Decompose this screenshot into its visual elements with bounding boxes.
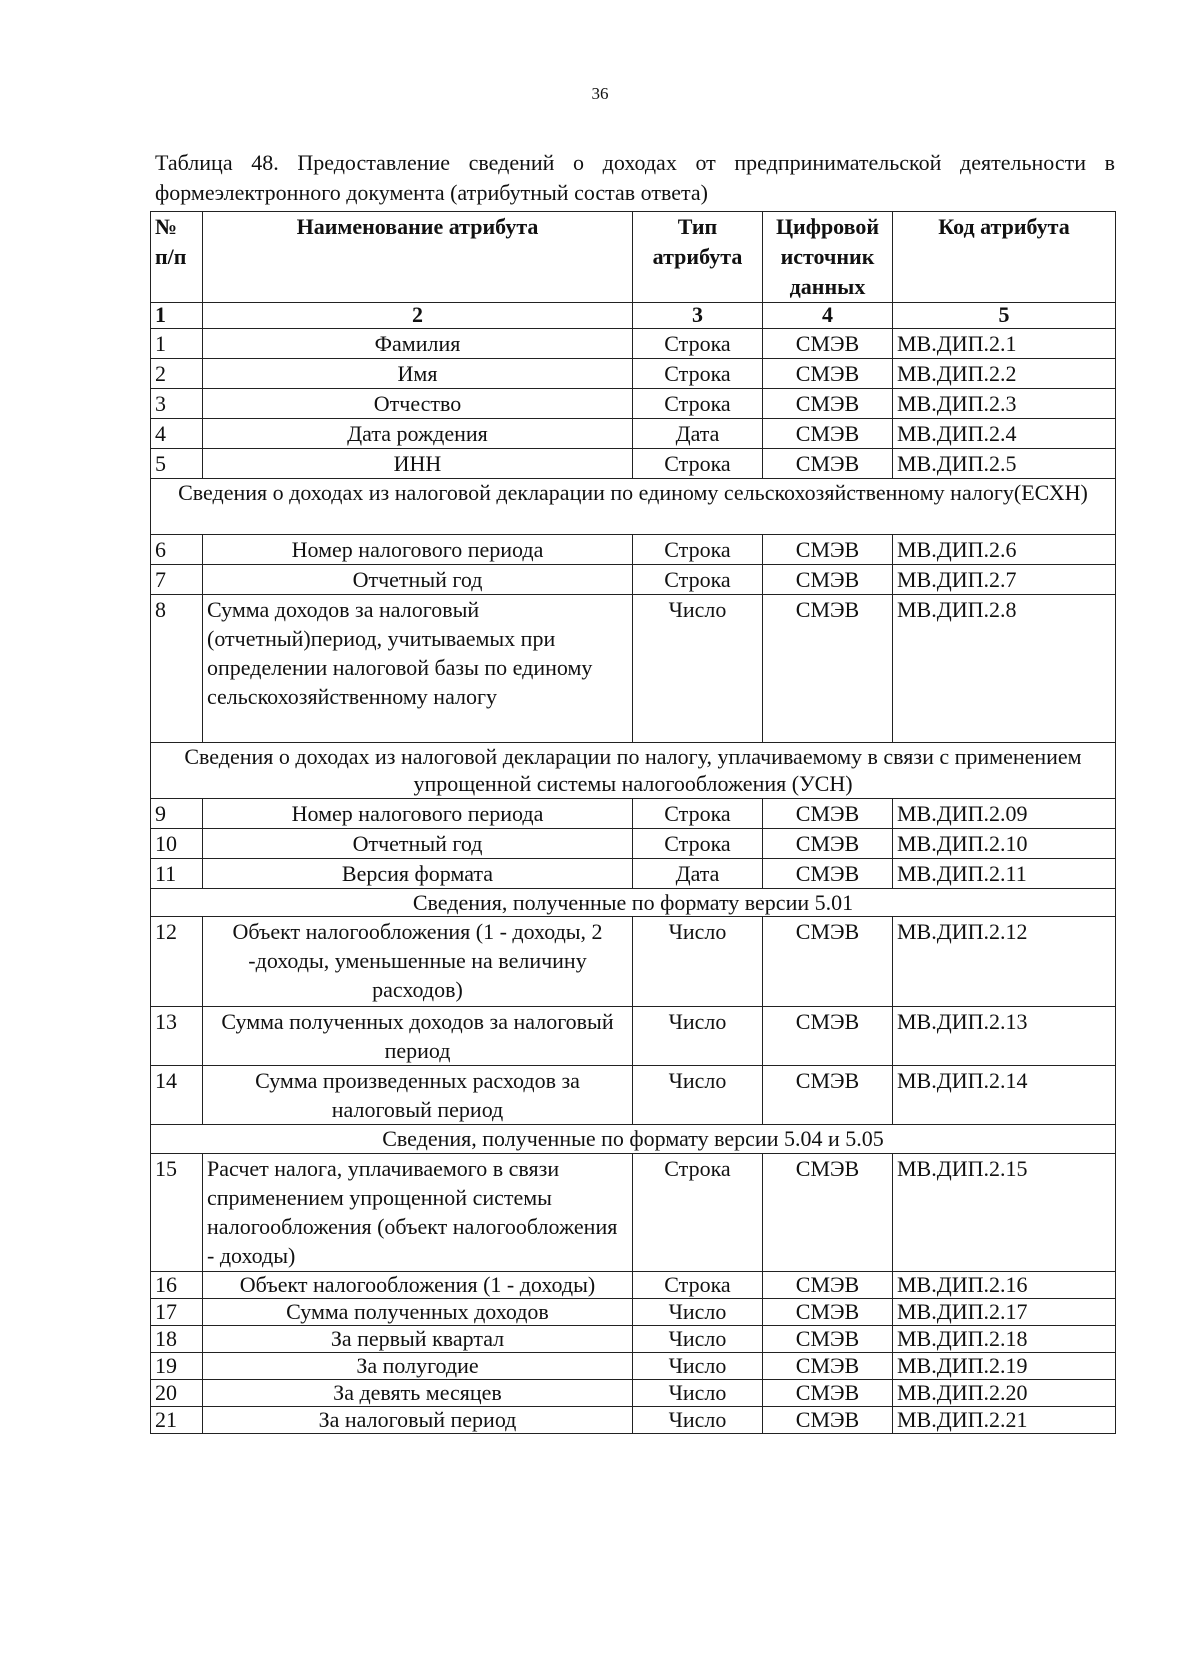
data-source: СМЭВ (763, 1326, 893, 1353)
row-number: 17 (151, 1299, 203, 1326)
row-number: 18 (151, 1326, 203, 1353)
attribute-name: Сумма полученных доходов (203, 1299, 633, 1326)
row-number: 14 (151, 1066, 203, 1125)
data-source: СМЭВ (763, 1380, 893, 1407)
row-number: 9 (151, 799, 203, 829)
row-number: 19 (151, 1353, 203, 1380)
attribute-code: МВ.ДИП.2.17 (893, 1299, 1116, 1326)
data-source: СМЭВ (763, 859, 893, 889)
header-row (151, 212, 1116, 303)
attribute-name: Расчет налога, уплачиваемого в связи сприменением упрощенной системы налогообложения (объект налогообложения - доходы) (203, 1154, 633, 1272)
attribute-code: МВ.ДИП.2.20 (893, 1380, 1116, 1407)
attribute-name: Отчество (203, 389, 633, 419)
attribute-name: Объект налогообложения (1 - доходы, 2 -доходы, уменьшенные на величину расходов) (203, 917, 633, 1007)
row-number: 10 (151, 829, 203, 859)
attribute-type: Число (633, 1066, 763, 1125)
attribute-type: Число (633, 595, 763, 743)
row-number: 16 (151, 1272, 203, 1299)
table-body (151, 329, 1116, 1434)
header-code: Код атрибута (893, 212, 1116, 303)
row-number: 2 (151, 359, 203, 389)
section-row (151, 889, 1116, 917)
data-source: СМЭВ (763, 329, 893, 359)
attribute-type: Дата (633, 859, 763, 889)
attribute-type: Строка (633, 799, 763, 829)
attribute-name: Дата рождения (203, 419, 633, 449)
attribute-code: МВ.ДИП.2.4 (893, 419, 1116, 449)
table-row (151, 1154, 1116, 1272)
attribute-code: МВ.ДИП.2.2 (893, 359, 1116, 389)
row-number: 15 (151, 1154, 203, 1272)
page-number: 36 (591, 84, 609, 103)
table-row (151, 829, 1116, 859)
header-source: Цифровой источник данных (763, 212, 893, 303)
attribute-name: Версия формата (203, 859, 633, 889)
attribute-type: Строка (633, 1272, 763, 1299)
attribute-type: Число (633, 1326, 763, 1353)
attribute-name: Номер налогового периода (203, 535, 633, 565)
attribute-type: Строка (633, 535, 763, 565)
attribute-type: Строка (633, 449, 763, 479)
table-row (151, 1407, 1116, 1434)
data-source: СМЭВ (763, 917, 893, 1007)
attribute-code: МВ.ДИП.2.16 (893, 1272, 1116, 1299)
data-source: СМЭВ (763, 1407, 893, 1434)
attribute-code: МВ.ДИП.2.1 (893, 329, 1116, 359)
attribute-type: Число (633, 917, 763, 1007)
row-number: 20 (151, 1380, 203, 1407)
attribute-name: Отчетный год (203, 565, 633, 595)
attribute-code: МВ.ДИП.2.13 (893, 1007, 1116, 1066)
table-row (151, 419, 1116, 449)
table-row (151, 389, 1116, 419)
table-header (151, 212, 1116, 329)
row-number: 4 (151, 419, 203, 449)
table-row (151, 595, 1116, 743)
column-number: 2 (203, 303, 633, 329)
data-source: СМЭВ (763, 829, 893, 859)
attribute-code: МВ.ДИП.2.21 (893, 1407, 1116, 1434)
data-source: СМЭВ (763, 389, 893, 419)
row-number: 8 (151, 595, 203, 743)
attribute-code: МВ.ДИП.2.15 (893, 1154, 1116, 1272)
attribute-name: Объект налогообложения (1 - доходы) (203, 1272, 633, 1299)
data-source: СМЭВ (763, 449, 893, 479)
table-row (151, 917, 1116, 1007)
data-source: СМЭВ (763, 1272, 893, 1299)
table-row (151, 535, 1116, 565)
attribute-type: Число (633, 1299, 763, 1326)
data-source: СМЭВ (763, 1066, 893, 1125)
data-source: СМЭВ (763, 1299, 893, 1326)
row-number: 12 (151, 917, 203, 1007)
header-num: № п/п (151, 212, 203, 303)
attribute-type: Число (633, 1407, 763, 1434)
table-row (151, 565, 1116, 595)
row-number: 7 (151, 565, 203, 595)
table-row (151, 859, 1116, 889)
section-title: Сведения, полученные по формату версии 5.04 и 5.05 (151, 1125, 1116, 1154)
table-row (151, 1326, 1116, 1353)
attribute-code: МВ.ДИП.2.8 (893, 595, 1116, 743)
row-number: 5 (151, 449, 203, 479)
column-number: 3 (633, 303, 763, 329)
table-row (151, 1066, 1116, 1125)
attribute-code: МВ.ДИП.2.12 (893, 917, 1116, 1007)
attribute-code: МВ.ДИП.2.19 (893, 1353, 1116, 1380)
column-number: 5 (893, 303, 1116, 329)
attribute-code: МВ.ДИП.2.11 (893, 859, 1116, 889)
table-row (151, 449, 1116, 479)
data-source: СМЭВ (763, 535, 893, 565)
data-source: СМЭВ (763, 419, 893, 449)
attribute-type: Строка (633, 389, 763, 419)
attribute-name: За первый квартал (203, 1326, 633, 1353)
section-row (151, 743, 1116, 799)
attribute-name: Фамилия (203, 329, 633, 359)
table-row (151, 329, 1116, 359)
table-row (151, 799, 1116, 829)
attribute-name: Номер налогового периода (203, 799, 633, 829)
attribute-type: Строка (633, 329, 763, 359)
column-number: 1 (151, 303, 203, 329)
section-row (151, 1125, 1116, 1154)
table-row (151, 1299, 1116, 1326)
attribute-type: Дата (633, 419, 763, 449)
attribute-type: Число (633, 1380, 763, 1407)
table-caption: Таблица 48. Предоставление сведений о доходах от предпринимательской деятельности в формеэлектронного документа (атрибутный состав ответа) (155, 150, 1115, 205)
column-number: 4 (763, 303, 893, 329)
attribute-name: За налоговый период (203, 1407, 633, 1434)
attribute-name: Отчетный год (203, 829, 633, 859)
data-source: СМЭВ (763, 1007, 893, 1066)
attribute-name: ИНН (203, 449, 633, 479)
attribute-table (150, 211, 1116, 1434)
data-source: СМЭВ (763, 359, 893, 389)
row-number: 1 (151, 329, 203, 359)
data-source: СМЭВ (763, 595, 893, 743)
table-row (151, 1380, 1116, 1407)
section-title: Сведения о доходах из налоговой декларации по единому сельскохозяйственному налогу(ЕСХН) (151, 479, 1116, 535)
column-number-row (151, 303, 1116, 329)
attribute-type: Строка (633, 829, 763, 859)
section-row (151, 479, 1116, 535)
attribute-type: Строка (633, 1154, 763, 1272)
attribute-code: МВ.ДИП.2.3 (893, 389, 1116, 419)
attribute-name: Сумма доходов за налоговый (отчетный)период, учитываемых при определении налоговой базы по единому сельскохозяйственному налогу (203, 595, 633, 743)
row-number: 13 (151, 1007, 203, 1066)
attribute-type: Строка (633, 359, 763, 389)
row-number: 3 (151, 389, 203, 419)
attribute-name: Сумма произведенных расходов за налоговый период (203, 1066, 633, 1125)
data-source: СМЭВ (763, 799, 893, 829)
attribute-name: Имя (203, 359, 633, 389)
attribute-type: Число (633, 1353, 763, 1380)
data-source: СМЭВ (763, 1154, 893, 1272)
row-number: 6 (151, 535, 203, 565)
data-source: СМЭВ (763, 565, 893, 595)
row-number: 21 (151, 1407, 203, 1434)
attribute-code: МВ.ДИП.2.6 (893, 535, 1116, 565)
attribute-code: МВ.ДИП.2.5 (893, 449, 1116, 479)
row-number: 11 (151, 859, 203, 889)
table-row (151, 359, 1116, 389)
section-title: Сведения, полученные по формату версии 5.01 (151, 889, 1116, 917)
attribute-type: Строка (633, 565, 763, 595)
attribute-code: МВ.ДИП.2.7 (893, 565, 1116, 595)
data-source: СМЭВ (763, 1353, 893, 1380)
attribute-code: МВ.ДИП.2.18 (893, 1326, 1116, 1353)
table-row (151, 1007, 1116, 1066)
attribute-code: МВ.ДИП.2.14 (893, 1066, 1116, 1125)
attribute-name: За полугодие (203, 1353, 633, 1380)
attribute-name: За девять месяцев (203, 1380, 633, 1407)
attribute-code: МВ.ДИП.2.09 (893, 799, 1116, 829)
section-title: Сведения о доходах из налоговой декларации по налогу, уплачиваемому в связи с применением упрощенной системы налогообложения (УСН) (151, 743, 1116, 799)
attribute-name: Сумма полученных доходов за налоговый период (203, 1007, 633, 1066)
attribute-type: Число (633, 1007, 763, 1066)
table-row (151, 1272, 1116, 1299)
attribute-code: МВ.ДИП.2.10 (893, 829, 1116, 859)
header-name: Наименование атрибута (203, 212, 633, 303)
header-type: Тип атрибута (633, 212, 763, 303)
table-row (151, 1353, 1116, 1380)
